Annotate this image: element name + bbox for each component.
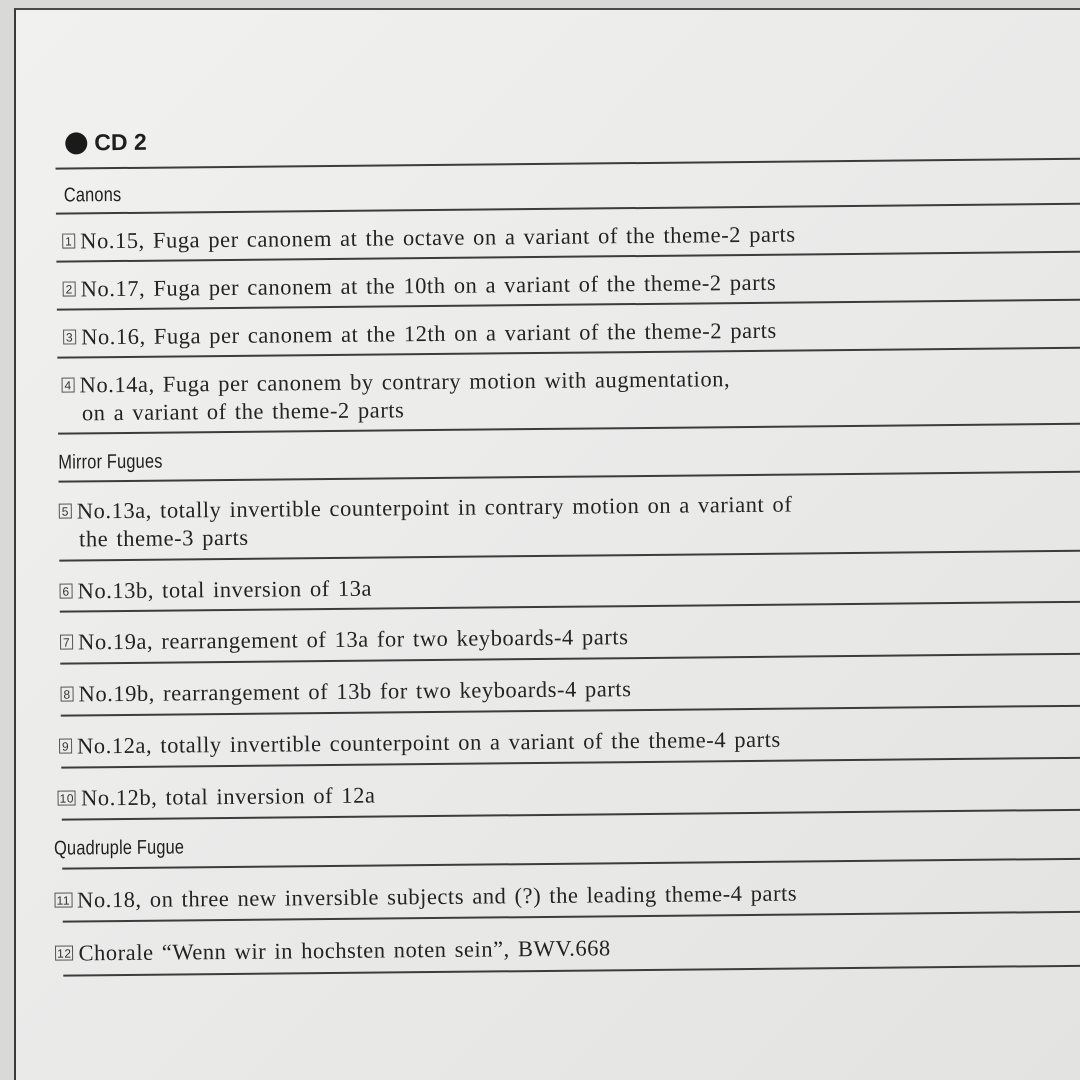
track-number: 1 bbox=[62, 233, 75, 248]
divider-line bbox=[59, 471, 1080, 482]
track-number: 9 bbox=[59, 738, 72, 753]
track-title: No.12b, total inversion of 12a bbox=[80, 782, 376, 811]
track-item bbox=[63, 269, 777, 304]
track-title-continued: the theme-3 parts bbox=[78, 524, 249, 552]
section-title-mirror-fugues: Mirror Fugues bbox=[58, 450, 163, 474]
track-number: 11 bbox=[54, 893, 72, 908]
track-title: No.19b, rearrangement of 13b for two keyboards-4 parts bbox=[78, 676, 632, 707]
track-title: No.19a, rearrangement of 13a for two keyboards-4 parts bbox=[77, 624, 629, 655]
track-title: No.15, Fuga per canonem at the octave on a variant of the theme-2 parts bbox=[80, 221, 796, 254]
track-number: 3 bbox=[63, 329, 76, 344]
track-title: No.17, Fuga per canonem at the 10th on a variant of the theme-2 parts bbox=[80, 269, 777, 302]
section-title-quadruple-fugue: Quadruple Fugue bbox=[53, 836, 185, 860]
track-number: 6 bbox=[60, 583, 73, 598]
track-title: No.13b, total inversion of 13a bbox=[77, 575, 373, 604]
track-number: 8 bbox=[60, 686, 73, 701]
track-title: No.16, Fuga per canonem at the 12th on a variant of the theme-2 parts bbox=[81, 317, 777, 350]
track-item bbox=[61, 365, 730, 427]
track-title: No.18, on three new inversible subjects and (?) the leading theme-4 parts bbox=[76, 880, 798, 913]
bullet-dot-icon bbox=[65, 132, 87, 154]
track-item bbox=[60, 675, 631, 708]
track-title: No.12a, totally invertible counterpoint on a variant of the theme-4 parts bbox=[76, 726, 781, 759]
track-item bbox=[63, 317, 777, 352]
track-title: No.13a, totally invertible counterpoint in contrary motion on a variant of bbox=[76, 491, 793, 524]
tracklist bbox=[16, 8, 1080, 1080]
track-title: No.14a, Fuga per canonem by contrary motion with augmentation, bbox=[79, 366, 731, 398]
divider-line bbox=[56, 158, 1080, 169]
section-title-canons: Canons bbox=[63, 183, 122, 207]
track-title: Chorale “Wenn wir in hochsten noten sein”, BWV.668 bbox=[78, 935, 611, 966]
track-number: 2 bbox=[63, 281, 76, 296]
divider-line bbox=[56, 203, 1080, 214]
track-title-continued: on a variant of the theme-2 parts bbox=[81, 397, 405, 426]
track-item bbox=[60, 623, 629, 656]
booklet-page bbox=[14, 8, 1080, 1080]
track-item bbox=[62, 221, 796, 256]
divider-line bbox=[63, 965, 1080, 976]
track-item bbox=[54, 880, 797, 915]
cd-heading-label: CD 2 bbox=[94, 128, 147, 156]
track-item bbox=[59, 575, 372, 606]
track-item bbox=[59, 491, 793, 554]
track-item bbox=[55, 934, 611, 967]
track-number: 5 bbox=[59, 503, 72, 518]
track-number: 7 bbox=[60, 634, 73, 649]
track-item bbox=[57, 782, 375, 813]
track-number: 12 bbox=[55, 945, 74, 960]
track-number: 10 bbox=[57, 790, 76, 805]
track-item bbox=[59, 726, 781, 761]
divider-line bbox=[62, 858, 1080, 869]
cd-heading bbox=[65, 129, 147, 157]
track-number: 4 bbox=[62, 377, 75, 392]
